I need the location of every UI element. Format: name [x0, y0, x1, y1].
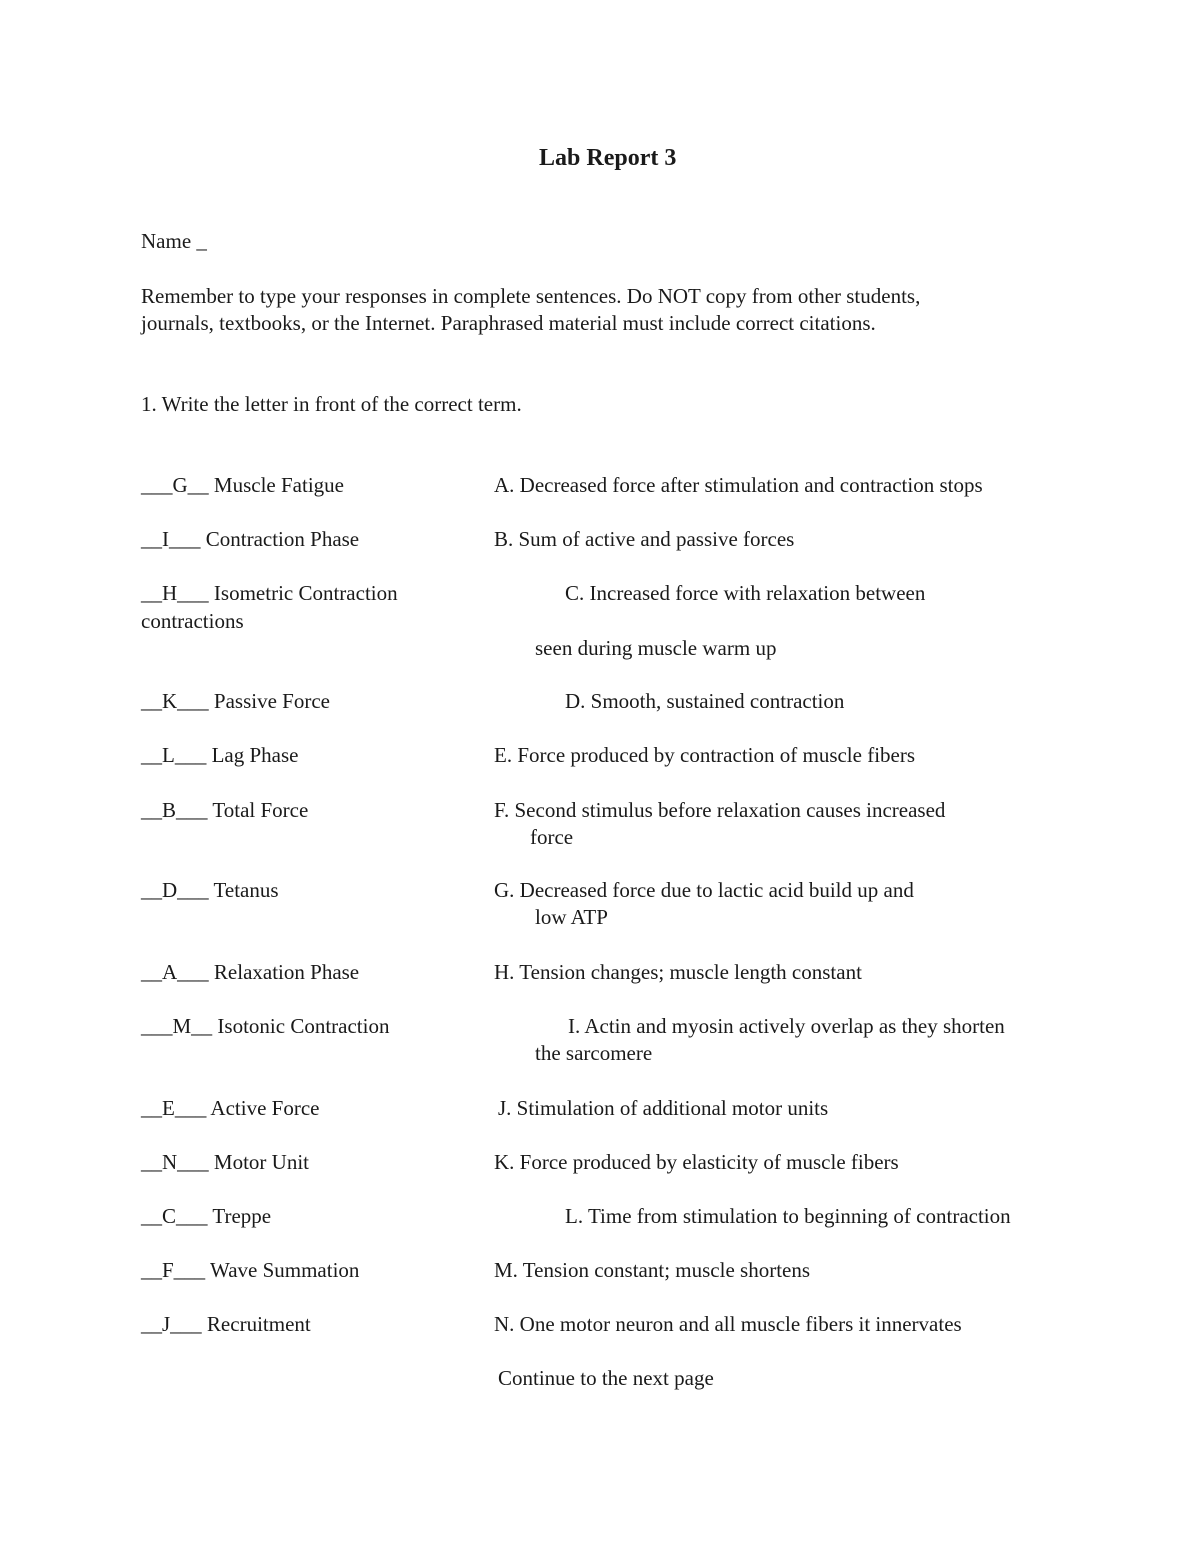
- continue-note: Continue to the next page: [498, 1366, 714, 1390]
- definition-f-continued: force: [530, 825, 574, 849]
- definition-a: A. Decreased force after stimulation and contraction stops: [494, 473, 983, 497]
- term-isometric-contraction: __H___ Isometric Contraction: [141, 581, 398, 605]
- definition-l: L. Time from stimulation to beginning of contraction: [565, 1204, 1011, 1228]
- definition-i-continued: the sarcomere: [535, 1041, 653, 1065]
- term-relaxation-phase: __A___ Relaxation Phase: [141, 960, 360, 984]
- page-title: Lab Report 3: [539, 145, 677, 171]
- definition-c-continued: seen during muscle warm up: [535, 636, 777, 660]
- term-muscle-fatigue: ___G__ Muscle Fatigue: [141, 473, 344, 497]
- term-wave-summation: __F___ Wave Summation: [141, 1258, 360, 1282]
- term-isotonic-contraction: ___M__ Isotonic Contraction: [141, 1014, 390, 1038]
- term-recruitment: __J___ Recruitment: [141, 1312, 311, 1336]
- instructions-line-1: Remember to type your responses in complete sentences. Do NOT copy from other students,: [141, 284, 921, 308]
- definition-g: G. Decreased force due to lactic acid build up and: [494, 878, 914, 902]
- term-tetanus: __D___ Tetanus: [141, 878, 279, 902]
- name-line: Name _: [141, 229, 207, 253]
- definition-j: J. Stimulation of additional motor units: [498, 1096, 829, 1120]
- term-treppe: __C___ Treppe: [141, 1204, 272, 1228]
- term-wrap-contractions: contractions: [141, 609, 244, 633]
- definition-d: D. Smooth, sustained contraction: [565, 689, 845, 713]
- definition-e: E. Force produced by contraction of muscle fibers: [494, 743, 916, 767]
- term-passive-force: __K___ Passive Force: [141, 689, 330, 713]
- instructions-line-2: journals, textbooks, or the Internet. Paraphrased material must include correct citations.: [141, 311, 876, 335]
- term-motor-unit: __N___ Motor Unit: [141, 1150, 309, 1174]
- term-contraction-phase: __I___ Contraction Phase: [141, 527, 360, 551]
- definition-b: B. Sum of active and passive forces: [494, 527, 795, 551]
- definition-h: H. Tension changes; muscle length constant: [494, 960, 862, 984]
- definition-g-continued: low ATP: [535, 905, 608, 929]
- definition-k: K. Force produced by elasticity of muscle fibers: [494, 1150, 899, 1174]
- term-total-force: __B___ Total Force: [141, 798, 309, 822]
- definition-i: I. Actin and myosin actively overlap as they shorten: [568, 1014, 1005, 1038]
- term-lag-phase: __L___ Lag Phase: [141, 743, 299, 767]
- definition-c: C. Increased force with relaxation between: [565, 581, 926, 605]
- term-active-force: __E___ Active Force: [141, 1096, 320, 1120]
- definition-m: M. Tension constant; muscle shortens: [494, 1258, 811, 1282]
- question-1: 1. Write the letter in front of the correct term.: [141, 392, 522, 416]
- definition-f: F. Second stimulus before relaxation causes increased: [494, 798, 946, 822]
- definition-n: N. One motor neuron and all muscle fibers it innervates: [494, 1312, 962, 1336]
